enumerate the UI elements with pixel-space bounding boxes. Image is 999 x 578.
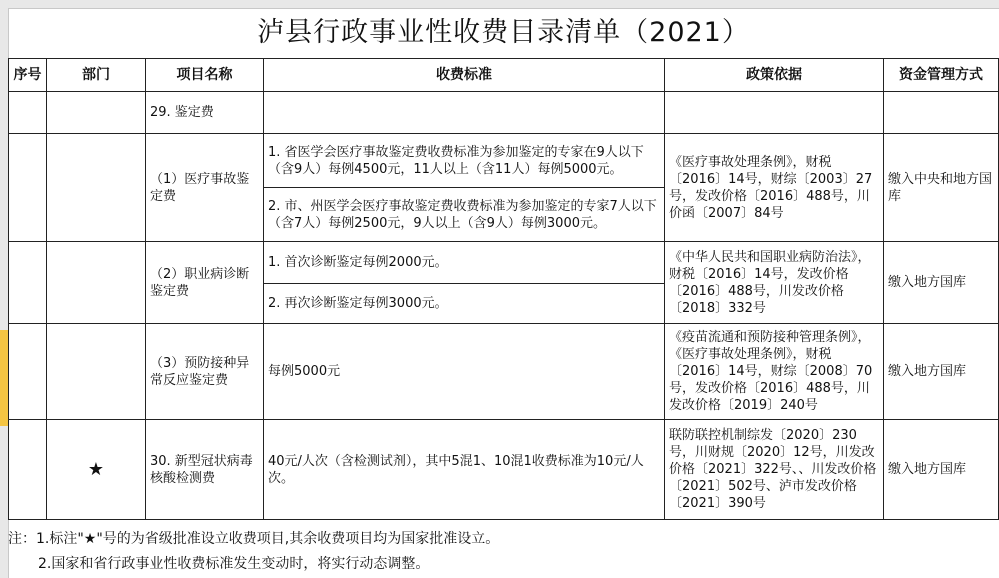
page-title: 泸县行政事业性收费目录清单（2021）: [257, 17, 750, 48]
cell-standard[interactable]: 每例5000元: [264, 324, 665, 420]
table-row: [9, 242, 999, 284]
header-dept: 部门: [47, 59, 146, 92]
cell-standard[interactable]: 40元/人次（含检测试剂），其中5混1、10混1收费标准为10元/人次。: [264, 420, 665, 520]
cell-dept[interactable]: [47, 324, 146, 420]
notes: [8, 527, 999, 577]
table-row: [9, 420, 999, 520]
cell-dept-star[interactable]: ★: [47, 420, 146, 520]
cell-item[interactable]: （3）预防接种异常反应鉴定费: [146, 324, 264, 420]
table-row: [9, 134, 999, 188]
cell-no[interactable]: [9, 324, 47, 420]
cell-item[interactable]: 30. 新型冠状病毒核酸检测费: [146, 420, 264, 520]
cell-fund[interactable]: 缴入中央和地方国库: [884, 134, 999, 242]
cell-dept[interactable]: [47, 134, 146, 242]
header-policy: 政策依据: [665, 59, 884, 92]
note-2: 2.国家和省行政事业性收费标准发生变动时，将实行动态调整。: [38, 556, 430, 572]
header-row: [9, 59, 999, 92]
cell-fund[interactable]: [884, 92, 999, 134]
cell-item[interactable]: （2）职业病诊断鉴定费: [146, 242, 264, 324]
cell-fund[interactable]: 缴入地方国库: [884, 242, 999, 324]
fee-table: [8, 58, 999, 520]
cell-fund[interactable]: 缴入地方国库: [884, 420, 999, 520]
cell-item[interactable]: 29. 鉴定费: [146, 92, 264, 134]
note-1: 注：1.标注"★"号的为省级批准设立收费项目,其余收费项目均为国家批准设立。: [8, 531, 500, 547]
cell-dept[interactable]: [47, 242, 146, 324]
cell-item[interactable]: （1）医疗事故鉴定费: [146, 134, 264, 242]
cell-policy[interactable]: 联防联控机制综发〔2020〕230号，川财规〔2020〕12号，川发改价格〔2021〕322号、、川发改价格〔2021〕502号、泸市发改价格〔2021〕390号: [665, 420, 884, 520]
table-row: [9, 92, 999, 134]
cell-no[interactable]: [9, 242, 47, 324]
header-fund: 资金管理方式: [884, 59, 999, 92]
cell-no[interactable]: [9, 134, 47, 242]
cell-fund[interactable]: 缴入地方国库: [884, 324, 999, 420]
table-row: [9, 324, 999, 420]
cell-policy[interactable]: [665, 92, 884, 134]
cell-standard[interactable]: 2. 再次诊断鉴定每例3000元。: [264, 284, 665, 324]
cell-standard[interactable]: 1. 省医学会医疗事故鉴定费收费标准为参加鉴定的专家在9人以下（含9人）每例4500元，11人以上（含11人）每例5000元。: [264, 134, 665, 188]
header-item: 项目名称: [146, 59, 264, 92]
cell-policy[interactable]: 《疫苗流通和预防接种管理条例》，《医疗事故处理条例》，财税〔2016〕14号，财综〔2008〕70号，发改价格〔2016〕488号，川发改价格〔2019〕240号: [665, 324, 884, 420]
selected-row-marker: [0, 330, 8, 426]
cell-no[interactable]: [9, 420, 47, 520]
cell-policy[interactable]: 《中华人民共和国职业病防治法》，财税〔2016〕14号，发改价格〔2016〕488号，川发改价格〔2018〕332号: [665, 242, 884, 324]
cell-policy[interactable]: 《医疗事故处理条例》，财税〔2016〕14号，财综〔2003〕27号，发改价格〔2016〕488号，川价函〔2007〕84号: [665, 134, 884, 242]
header-no: 序号: [9, 59, 47, 92]
cell-standard[interactable]: 2. 市、州医学会医疗事故鉴定费收费标准为参加鉴定的专家7人以下（含7人）每例2500元，9人以上（含9人）每例3000元。: [264, 188, 665, 242]
cell-no[interactable]: [9, 92, 47, 134]
cell-dept[interactable]: [47, 92, 146, 134]
cell-standard[interactable]: [264, 92, 665, 134]
cell-standard[interactable]: 1. 首次诊断鉴定每例2000元。: [264, 242, 665, 284]
header-standard: 收费标准: [264, 59, 665, 92]
